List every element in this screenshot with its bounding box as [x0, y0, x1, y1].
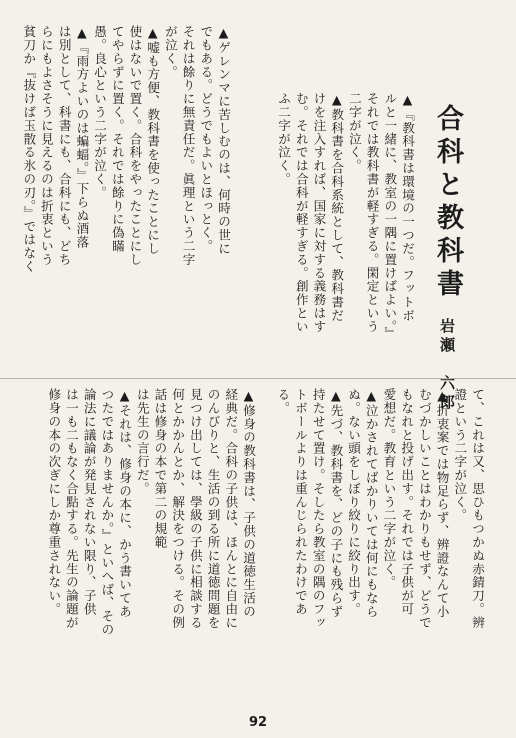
section-divider: [0, 378, 516, 379]
article-title: 合科と教科書: [432, 104, 463, 302]
page-number: 92: [248, 715, 268, 730]
text-block-bottom-left: [27, 388, 257, 688]
body-text: ▲ゲレンマに苦しむのは、何時の世に でもある。どうでもよいとほっとく。 それは餘りに無責任だ。眞理という二字 が泣く。 ▲嘘も方便、教科書を使ったことにし 使はないで置く。合科をやったことにし てやらずに置く。それでは餘りに偽瞞 愚。良心という二字が泣く。 ▲『雨方よいのは蝙蝠。』下らぬ酒落 は別として、科書にも、合科にも、どち らにもよさそうに見えるのは折衷という 貧刀か『抜けば玉散る氷の刃。』ではなく: [21, 25, 231, 274]
body-text: ▲修身の教科書は、子供の道徳生活の 経典だ。合科の子供は、ほんとに自由に のんびりと、生活の到る所に道徳問題を 見つけ出しては、學級の子供に相談する 何とかかんとか、解決をつける。その例 話は修身の本で第二の規範 は先生の言行だ。 ▲それは、修身の本に、かう書いてあ つたではありませんか。』といへば、その 論法に議論が発見されない限り、子供 は一も二もなく合點する。先生の論題が 修身の本の次ぎにしか尊重されない。: [46, 388, 256, 637]
article-author: 岩瀬 六郎: [438, 318, 456, 413]
body-text: ▲『教科書は環境の一つだ。フットボ ルと一緒に、教室の一隅に置けばよい。』 それでは教科書が軽すぎる。閑定という 二字が泣く。 ▲教科書を合科系統として、教科書だ けを注入すれば、国家に対する義務はす む。それでは合科が軽すぎる。創作とい ふ二字が泣く。: [276, 92, 415, 341]
text-block-top-left: [21, 25, 232, 368]
text-block-bottom-right: [261, 388, 486, 688]
body-text: て、これは又、思ひもつかぬ赤錆刀。辨 證という二字が泣く。 ▲折衷案では物足らず、辨證なんて小 むづかしいことはわかりもせず、どうで もなれと投げ出す。それでは子供が可 愛想だ。教育という二字が泣く。 ▲泣かされてばかりいては何にもなら ぬ。ない頭をしぼり絞りに絞り出す。 ▲先づ、教科書を、どの子にも残らず 持たせて置け。そしたら教室の隅のフッ トボールよりは重んじられたわけであ る。: [275, 388, 485, 630]
text-block-top-right: [236, 92, 416, 365]
